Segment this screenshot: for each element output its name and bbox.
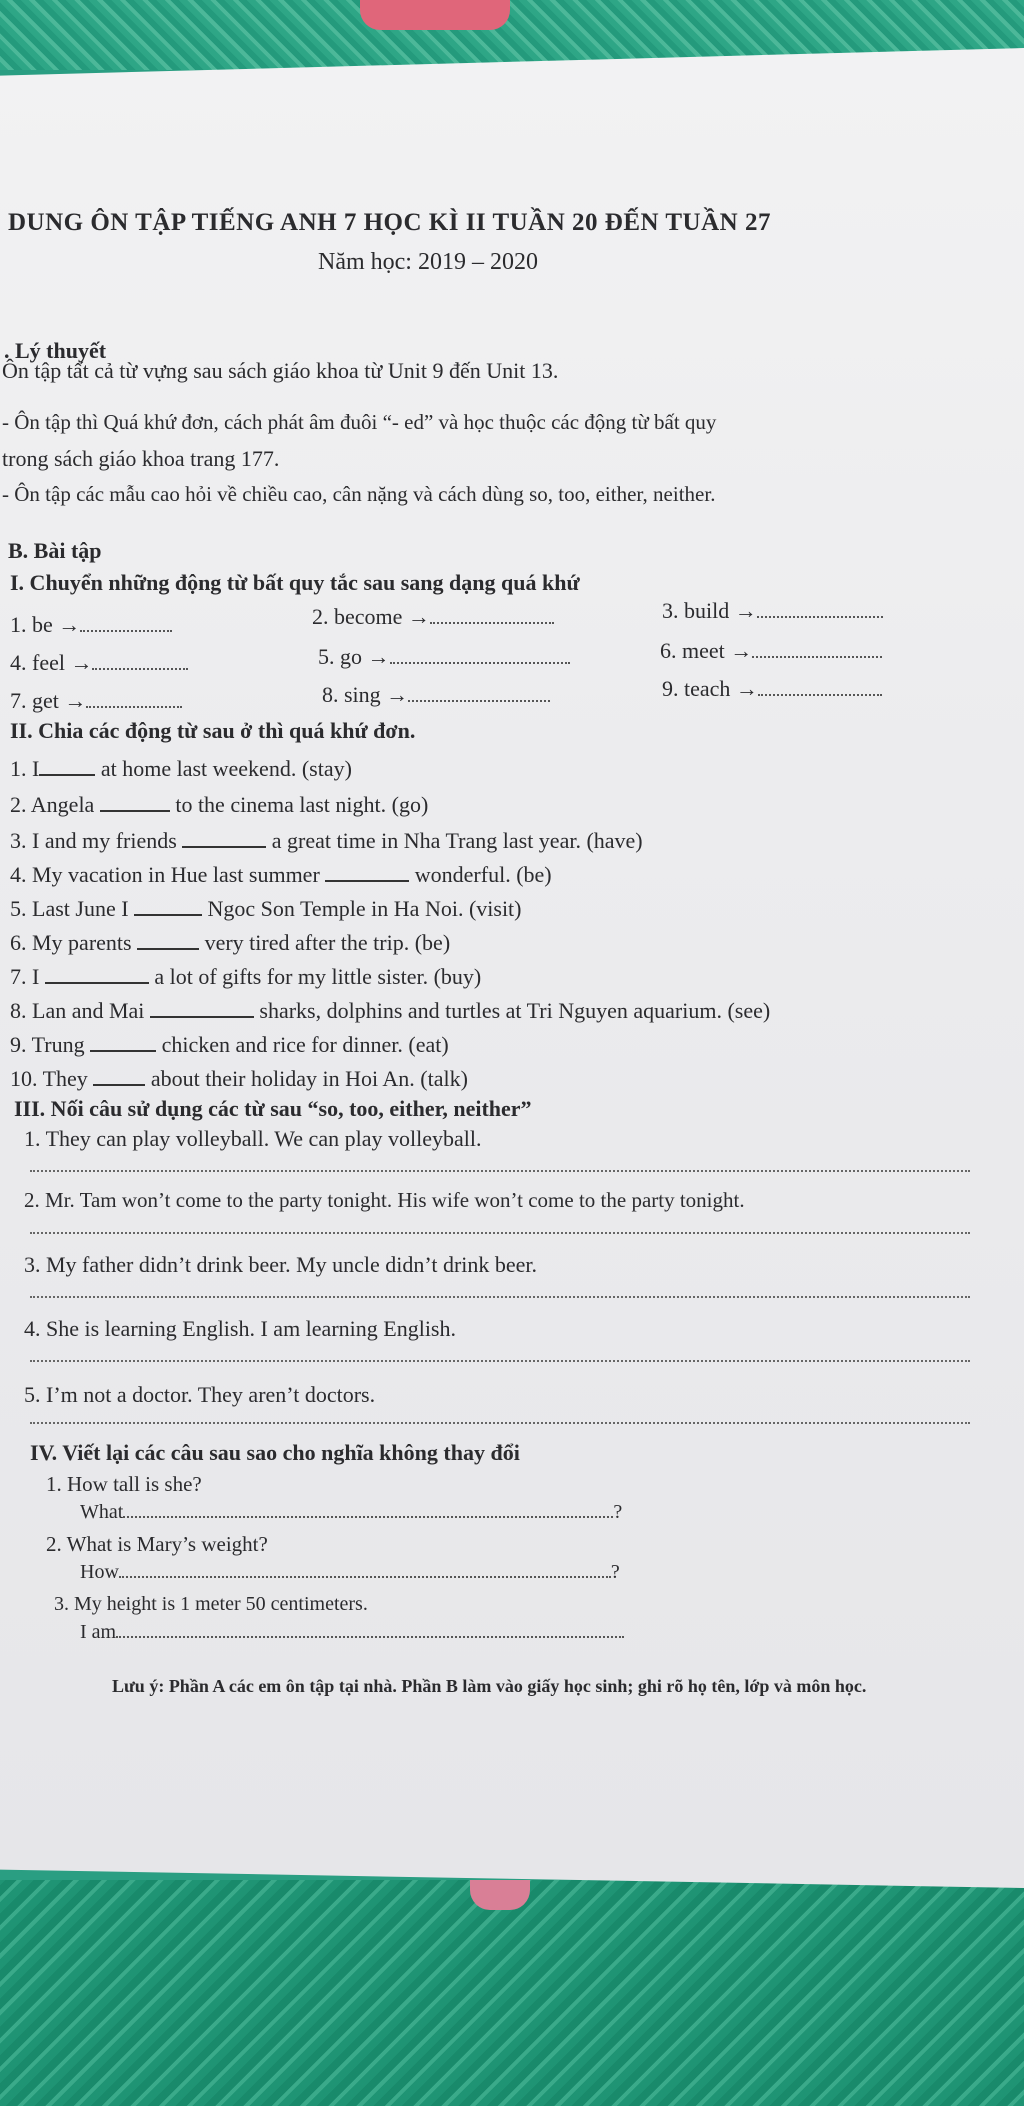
combine-item: 1. They can play volleyball. We can play volleyball. <box>24 1126 482 1151</box>
section-a-heading: . Lý thuyết <box>4 338 107 363</box>
answer-line <box>30 1360 970 1362</box>
worksheet-title: DUNG ÔN TẬP TIẾNG ANH 7 HỌC KÌ II TUẦN 20 ĐẾN TUẦN 27 <box>8 209 771 236</box>
background-mat-bottom <box>0 1880 1024 2106</box>
rewrite-answer: I am <box>80 1622 624 1642</box>
verb-item: 7. get → <box>10 690 182 712</box>
fill-item: 4. My vacation in Hue last summer wonderful. (be) <box>10 862 552 887</box>
fill-item: 8. Lan and Mai sharks, dolphins and turtles at Tri Nguyen aquarium. (see) <box>10 998 771 1023</box>
combine-item: 2. Mr. Tam won’t come to the party tonight. His wife won’t come to the party tonight. <box>24 1188 745 1212</box>
verb-item: 2. become → <box>312 606 554 628</box>
theory-line-1: Ôn tập tất cả từ vựng sau sách giáo khoa từ Unit 9 đến Unit 13. <box>2 358 559 383</box>
verb-item: 9. teach → <box>662 678 882 700</box>
verb-item: 1. be → <box>10 614 172 636</box>
combine-item: 4. She is learning English. I am learning English. <box>24 1316 456 1341</box>
fill-item: 6. My parents very tired after the trip. (be) <box>10 930 451 955</box>
fill-item: 2. Angela to the cinema last night. (go) <box>10 792 429 817</box>
combine-item: 3. My father didn’t drink beer. My uncle didn’t drink beer. <box>24 1252 538 1277</box>
section-b-heading: B. Bài tập <box>8 538 102 563</box>
part-4-heading: IV. Viết lại các câu sau sao cho nghĩa không thay đổi <box>30 1440 520 1465</box>
fill-item: 10. They about their holiday in Hoi An. (talk) <box>10 1066 468 1091</box>
fill-item: 1. I at home last weekend. (stay) <box>10 756 352 781</box>
answer-line <box>30 1170 970 1172</box>
answer-line <box>30 1422 970 1424</box>
part-2-heading: II. Chia các động từ sau ở thì quá khứ đơn. <box>10 718 416 743</box>
rewrite-question: 1. How tall is she? <box>46 1472 202 1496</box>
theory-line-4: - Ôn tập các mẫu cao hỏi về chiều cao, cân nặng và cách dùng so, too, either, neither. <box>2 482 716 506</box>
rewrite-question: 3. My height is 1 meter 50 centimeters. <box>54 1593 368 1615</box>
theory-line-2: - Ôn tập thì Quá khứ đơn, cách phát âm đuôi “- ed” và học thuộc các động từ bất quy <box>2 410 717 434</box>
part-3-heading: III. Nối câu sử dụng các từ sau “so, too, either, neither” <box>14 1096 532 1121</box>
answer-line <box>30 1296 970 1298</box>
part-1-heading: I. Chuyển những động từ bất quy tắc sau sang dạng quá khứ <box>10 570 580 595</box>
footnote: Lưu ý: Phần A các em ôn tập tại nhà. Phần B làm vào giấy học sinh; ghi rõ họ tên, lớp và môn học. <box>112 1676 867 1696</box>
pink-object <box>360 0 510 30</box>
answer-line <box>30 1232 970 1234</box>
fill-item: 5. Last June I Ngoc Son Temple in Ha Noi. (visit) <box>10 896 522 921</box>
rewrite-answer: How ? <box>80 1561 620 1583</box>
rewrite-question: 2. What is Mary’s weight? <box>46 1532 268 1556</box>
school-year: Năm học: 2019 – 2020 <box>318 249 538 275</box>
fill-item: 3. I and my friends a great time in Nha Trang last year. (have) <box>10 828 643 853</box>
rewrite-answer: What ? <box>80 1501 623 1523</box>
verb-item: 6. meet → <box>660 640 882 662</box>
verb-item: 5. go → <box>318 646 570 668</box>
combine-item: 5. I’m not a doctor. They aren’t doctors. <box>24 1382 376 1407</box>
fill-item: 9. Trung chicken and rice for dinner. (eat) <box>10 1032 449 1057</box>
theory-line-3: trong sách giáo khoa trang 177. <box>2 446 280 471</box>
fill-item: 7. I a lot of gifts for my little sister. (buy) <box>10 964 482 989</box>
pink-object <box>470 1880 530 1910</box>
verb-item: 8. sing → <box>322 684 550 706</box>
verb-item: 3. build → <box>662 600 883 622</box>
verb-item: 4. feel → <box>10 652 188 674</box>
